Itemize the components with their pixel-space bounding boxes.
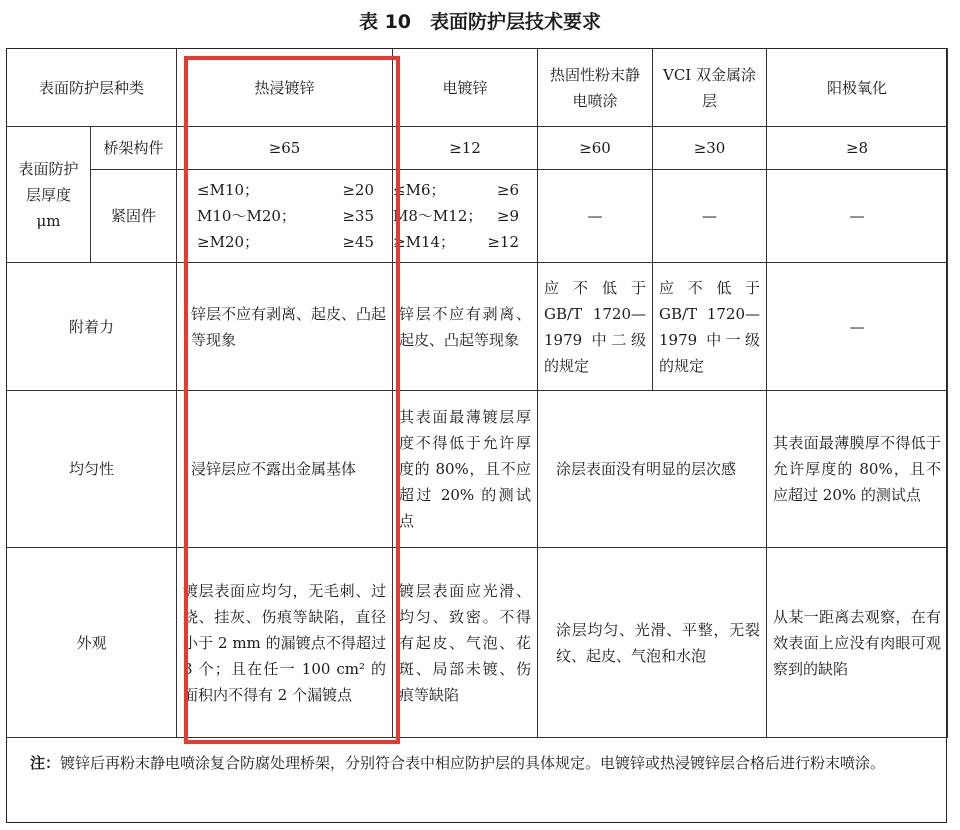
fastener-size: ≤M10；: [197, 181, 260, 199]
table-note: [30, 748, 930, 778]
fastener-size: ≥M14；: [393, 233, 456, 251]
header-hot-dip: 热浸镀锌: [177, 49, 393, 127]
appearance-hot-dip: 镀层表面应均匀，无毛刺、过烧、挂灰、伤痕等缺陷，直径小于 2 mm 的漏镀点不得超过 3 个；且在任一 100 cm² 的面积内不得有 2 个漏镀点: [177, 548, 393, 738]
bridge-hot-dip: ≥65: [177, 127, 393, 170]
bridge-electro: ≥12: [393, 127, 538, 170]
bridge-vci: ≥30: [653, 127, 767, 170]
fastener-value: ≥12: [487, 233, 520, 251]
adhesion-anodic: —: [767, 263, 948, 391]
fastener-size: ≥M20；: [197, 233, 260, 251]
uniformity-electro: 其表面最薄镀层厚度不得低于允许厚度的 80%，且不应超过 20% 的测试点: [393, 391, 538, 548]
header-electro: 电镀锌: [393, 49, 538, 127]
fastener-value: ≥35: [342, 207, 375, 225]
uniformity-anodic: 其表面最薄膜厚不得低于允许厚度的 80%，且不应超过 20% 的测试点: [767, 391, 948, 548]
fastener-value: ≥9: [496, 207, 520, 225]
adhesion-hot-dip: 锌层不应有剥离、起皮、凸起等现象: [177, 263, 393, 391]
fastener-anodic: —: [767, 170, 948, 263]
table-title: 表 10 表面防护层技术要求: [358, 11, 602, 33]
fastener-value: ≥45: [342, 233, 375, 251]
bridge-anodic: ≥8: [767, 127, 948, 170]
adhesion-electro: 锌层不应有剥离、起皮、凸起等现象: [393, 263, 538, 391]
fastener-size: ≤M6；: [393, 181, 446, 199]
appearance-label: 外观: [7, 548, 177, 738]
note-text: 镀锌后再粉末静电喷涂复合防腐处理桥架，分别符合表中相应防护层的具体规定。电镀锌或热浸镀锌层合格后进行粉末喷涂。: [60, 754, 886, 772]
fastener-size: M8～M12；: [393, 207, 483, 225]
adhesion-vci: 应不低于 GB/T 1720—1979 中一级的规定: [653, 263, 767, 391]
bridge-label: 桥架构件: [91, 127, 177, 170]
header-vci: VCI 双金属涂层: [653, 49, 767, 127]
uniformity-label: 均匀性: [7, 391, 177, 548]
bridge-powder: ≥60: [538, 127, 653, 170]
fastener-powder: —: [538, 170, 653, 263]
header-type-label: 表面防护层种类: [7, 49, 177, 127]
uniformity-coating: 涂层表面没有明显的层次感: [538, 391, 767, 548]
table-frame: [6, 48, 947, 823]
adhesion-powder: 应不低于 GB/T 1720—1979 中二级的规定: [538, 263, 653, 391]
thickness-group-label: 表面防护层厚度 μm: [7, 127, 91, 263]
header-anodic: 阳极氧化: [767, 49, 948, 127]
uniformity-hot-dip: 浸锌层应不露出金属基体: [177, 391, 393, 548]
fastener-label: 紧固件: [91, 170, 177, 263]
fastener-value: ≥6: [496, 181, 520, 199]
appearance-anodic: 从某一距离去观察，在有效表面上应没有肉眼可观察到的缺陷: [767, 548, 948, 738]
fastener-size: M10～M20；: [197, 207, 296, 225]
header-powder: 热固性粉末静电喷涂: [538, 49, 653, 127]
appearance-coating: 涂层均匀、光滑、平整，无裂纹、起皮、气泡和水泡: [538, 548, 767, 738]
adhesion-label: 附着力: [7, 263, 177, 391]
appearance-electro: 镀层表面应光滑、均匀、致密。不得有起皮、气泡、花斑、局部未镀、伤痕等缺陷: [393, 548, 538, 738]
note-label: 注：: [30, 754, 61, 772]
fastener-vci: —: [653, 170, 767, 263]
fastener-value: ≥20: [342, 181, 375, 199]
